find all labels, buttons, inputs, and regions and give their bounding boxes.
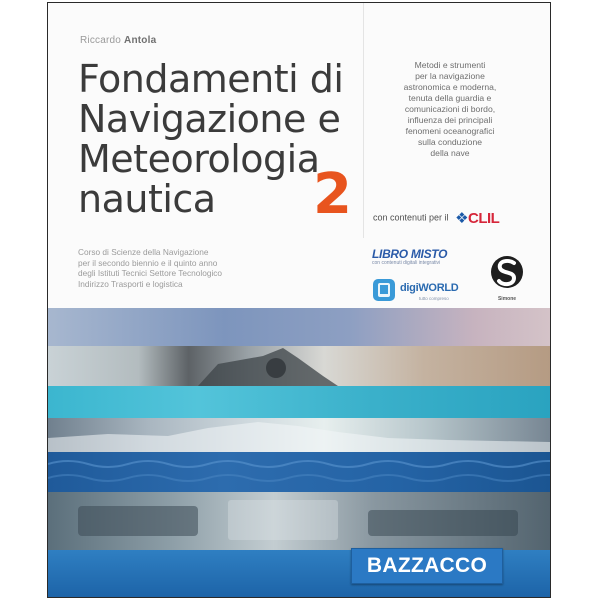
book-title (78, 59, 343, 219)
chart-and-instrument-photo-strip (48, 346, 550, 386)
clil-logo-text: CLIL (468, 210, 500, 227)
description-line: sulla conduzione (417, 137, 483, 147)
clil-note (373, 209, 499, 227)
author-first-name: Riccardo (80, 35, 122, 46)
description-line: per la navigazione (415, 71, 485, 81)
subtitle-line: degli Istituti Tecnici Settore Tecnologico (78, 268, 223, 278)
subtitle-line: Corso di Scienze della Navigazione (78, 247, 209, 257)
title-line: nautica (78, 177, 216, 221)
author-last-name: Antola (124, 35, 157, 46)
instrument-silhouette (48, 346, 550, 386)
author-name (80, 35, 156, 46)
iceberg-photo-strip (48, 418, 550, 452)
clil-mark-icon: ❖ (455, 210, 469, 227)
libro-misto-subtitle: con contenuti digitali integrativi (372, 260, 441, 266)
content-description (376, 60, 524, 159)
title-line: Fondamenti di (78, 57, 344, 101)
volume-number: 2 (313, 162, 352, 227)
description-line: Metodi e strumenti (414, 60, 486, 70)
book-cover (47, 2, 551, 598)
title-line: Navigazione e (78, 97, 341, 141)
description-line: comunicazioni di bordo, (404, 104, 496, 114)
ship-bridge-photo-strip (48, 492, 550, 550)
digiworld-subtitle: tutto compreso (419, 296, 449, 301)
bridge-equipment-silhouette (48, 492, 550, 550)
title-line: Meteorologia (78, 137, 320, 181)
sea-surface-photo-strip (48, 386, 550, 418)
course-subtitle (78, 247, 222, 289)
publisher-logo: BAZZACCO (351, 548, 503, 584)
tablet-icon (373, 279, 395, 301)
ocean-waves-photo-strip (48, 452, 550, 492)
subtitle-line: per il secondo biennio e il quinto anno (78, 257, 218, 268)
simone-emblem-icon (490, 253, 524, 295)
digiworld-name: digiWORLD (400, 282, 459, 294)
digiworld-icon (373, 279, 395, 301)
libro-misto-title: LIBRO MISTO (372, 247, 448, 261)
description-line: tenuta della guardia e (408, 93, 492, 103)
cover-divider (363, 3, 364, 238)
sky-photo-strip (48, 308, 550, 346)
clil-text: con contenuti per il (373, 212, 449, 223)
description-line: influenza dei principali (407, 115, 493, 125)
clil-logo (455, 209, 499, 227)
subtitle-line: Indirizzo Trasporti e logistica (78, 278, 183, 289)
description-line: della nave (430, 148, 470, 158)
description-line: astronomica e moderna, (403, 82, 497, 92)
iceberg-silhouette (48, 418, 550, 452)
wave-pattern (48, 452, 550, 492)
simone-logo (490, 253, 524, 309)
simone-label: Simone (497, 296, 517, 302)
digiworld-logo (373, 276, 469, 306)
description-line: fenomeni oceanografici (405, 126, 495, 136)
libro-misto-logo (372, 247, 447, 266)
